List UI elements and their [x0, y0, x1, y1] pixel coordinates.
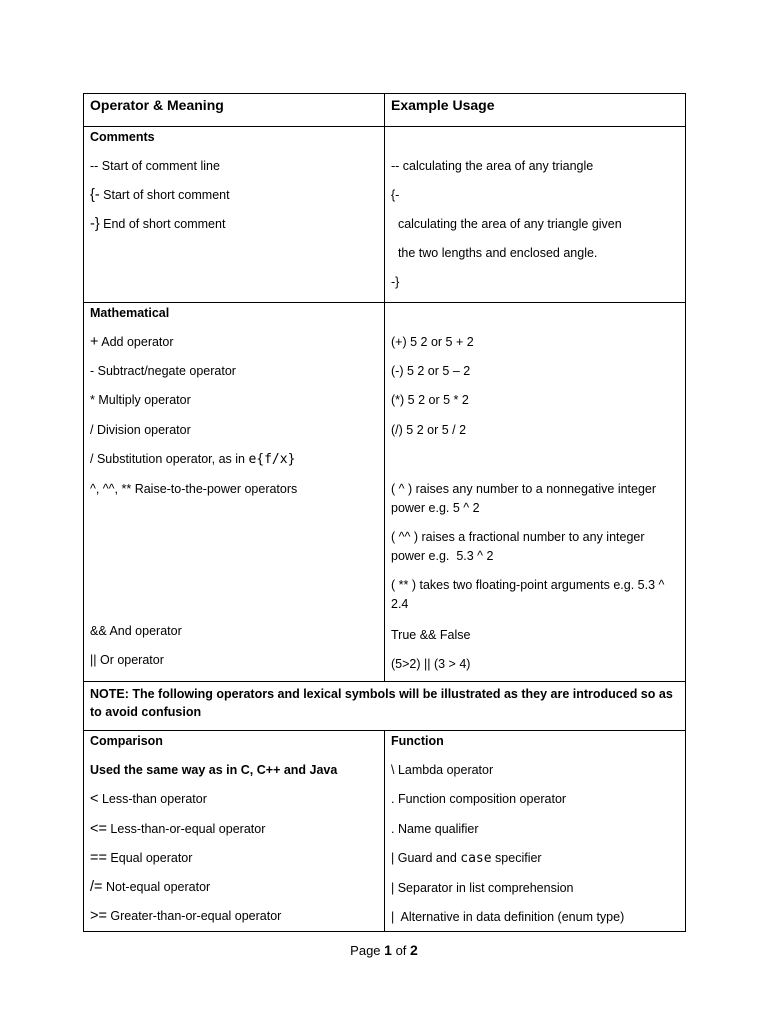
- division-example: (/) 5 2 or 5 / 2: [391, 423, 467, 437]
- multiply-op: * Multiply operator: [90, 393, 191, 407]
- note-cell: [84, 682, 686, 731]
- list-comprehension-separator: | Separator in list comprehension: [391, 881, 574, 895]
- table-header-row: [84, 94, 686, 127]
- comments-left: [84, 127, 385, 303]
- comment-example-2: {-: [391, 188, 400, 202]
- and-op: && And operator: [90, 624, 182, 638]
- math-title: Mathematical: [90, 306, 170, 320]
- composition-op: . Function composition operator: [391, 792, 567, 806]
- comments-section: [84, 127, 686, 303]
- current-page: 1: [384, 942, 392, 958]
- comments-right: [385, 127, 686, 303]
- comment-example-3: calculating the area of any triangle given: [391, 217, 622, 231]
- substitution-op: / Substitution operator, as in e{f/x}: [90, 452, 296, 467]
- comment-start-op: {- Start of short comment: [90, 187, 230, 203]
- math-left: [84, 303, 385, 682]
- less-equal-op: <= Less-than-or-equal operator: [90, 821, 266, 837]
- guard-case: | Guard and case specifier: [391, 851, 542, 866]
- add-example: (+) 5 2 or 5 + 2: [391, 335, 474, 349]
- less-than-op: < Less-than operator: [90, 791, 207, 807]
- not-equal-op: /= Not-equal operator: [90, 879, 211, 895]
- header-operator: Operator & Meaning: [84, 94, 385, 127]
- operator-table: [83, 93, 686, 932]
- data-alternative: | Alternative in data definition (enum type): [391, 910, 625, 924]
- function-right: [385, 731, 686, 932]
- comparison-title: Comparison: [90, 734, 163, 748]
- function-title: Function: [391, 734, 444, 748]
- note-row: [84, 682, 686, 731]
- power-op: ^, ^^, ** Raise-to-the-power operators: [90, 482, 298, 496]
- add-op: + Add operator: [90, 334, 174, 350]
- and-example: True && False: [391, 628, 471, 642]
- or-op: || Or operator: [90, 653, 164, 667]
- comparison-subtitle: Used the same way as in C, C++ and Java: [90, 763, 338, 777]
- comment-example-4: the two lengths and enclosed angle.: [391, 246, 598, 260]
- multiply-example: (*) 5 2 or 5 * 2: [391, 393, 469, 407]
- comparison-left: [84, 731, 385, 932]
- comment-example-1: -- calculating the area of any triangle: [391, 159, 594, 173]
- lambda-op: \ Lambda operator: [391, 763, 494, 777]
- comments-title: Comments: [90, 130, 155, 144]
- comment-line-op: -- Start of comment line: [90, 159, 220, 173]
- greater-equal-op: >= Greater-than-or-equal operator: [90, 908, 282, 924]
- name-qualifier: . Name qualifier: [391, 822, 479, 836]
- power-example-1: ( ^ ) raises any number to a nonnegative integer power e.g. 5 ^ 2: [391, 482, 657, 515]
- note-text: NOTE: The following operators and lexical symbols will be illustrated as they are introduced so as to avoid confusion: [90, 687, 673, 719]
- header-example: Example Usage: [385, 94, 686, 127]
- comment-end-op: -} End of short comment: [90, 216, 226, 232]
- subtract-op: - Subtract/negate operator: [90, 364, 236, 378]
- or-example: (5>2) || (3 > 4): [391, 657, 471, 671]
- total-pages: 2: [410, 942, 418, 958]
- power-example-3: ( ** ) takes two floating-point arguments e.g. 5.3 ^ 2.4: [391, 578, 665, 611]
- math-section: [84, 303, 686, 682]
- division-op: / Division operator: [90, 423, 191, 437]
- power-example-2: ( ^^ ) raises a fractional number to any integer power e.g. 5.3 ^ 2: [391, 530, 648, 563]
- math-right: [385, 303, 686, 682]
- subtract-example: (-) 5 2 or 5 – 2: [391, 364, 471, 378]
- page-footer: Page 1 of 2: [350, 942, 418, 958]
- comment-example-5: -}: [391, 275, 400, 289]
- equal-op: == Equal operator: [90, 850, 193, 866]
- comparison-function-section: [84, 731, 686, 932]
